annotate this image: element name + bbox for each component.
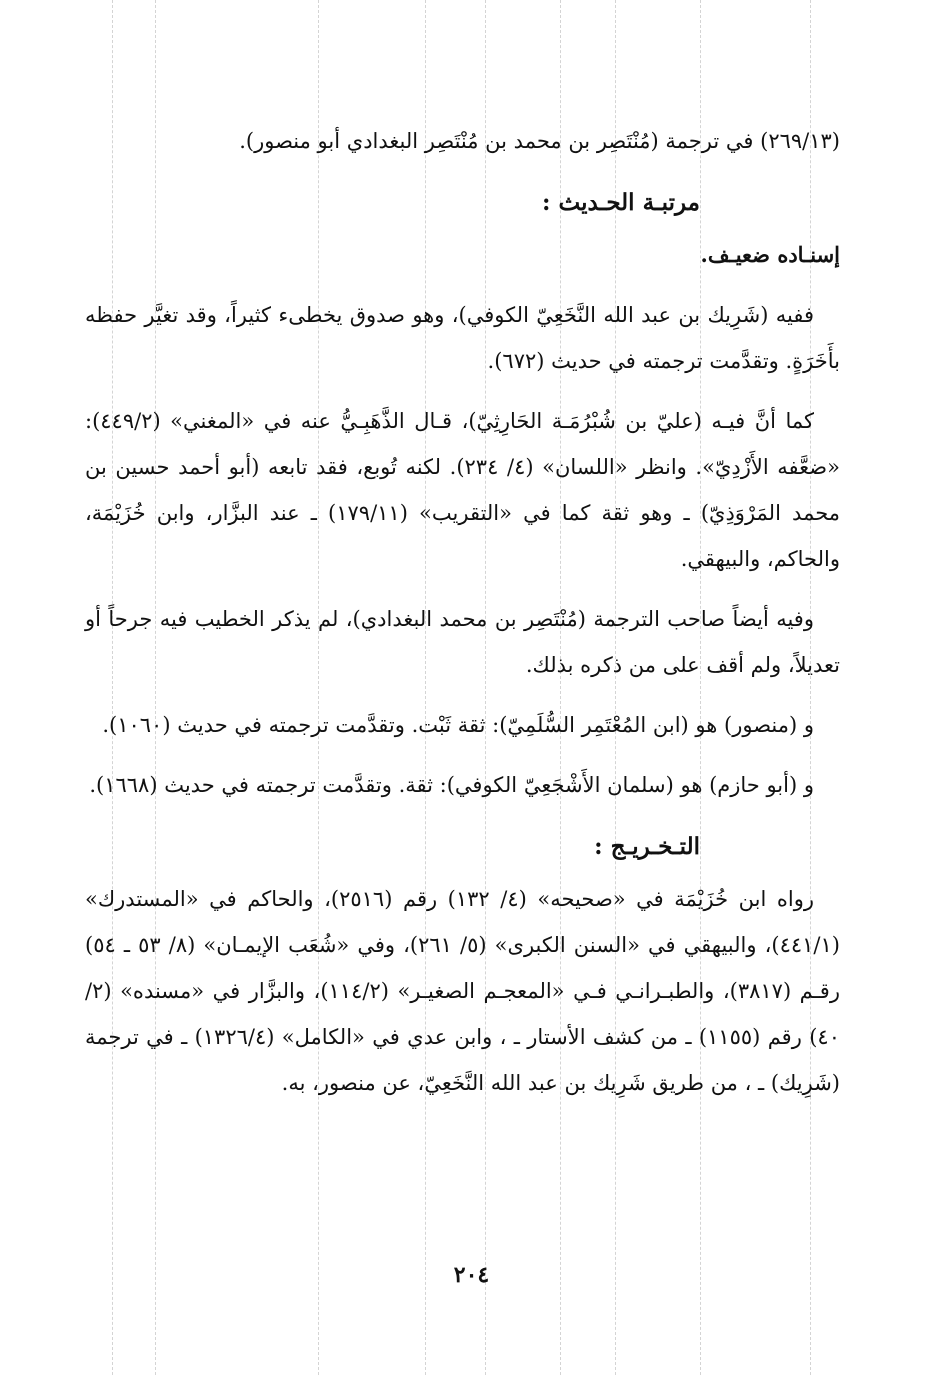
page-body: [85, 118, 840, 1120]
grade-paragraph: و (منصور) هو (ابن المُعْتَمِر السُّلَمِيّ): ثقة ثَبْت. وتقدَّمت ترجمته في حديث (١٠٦٠).: [102, 713, 814, 737]
takhrij-heading: التـخـريـج :: [594, 833, 700, 860]
page-number: ٢٠٤: [453, 1262, 490, 1288]
grade-verdict: إسنـاده ضعيـف.: [700, 242, 840, 267]
intro-line: (٢٦٩/١٣) في ترجمة (مُنْتَصِر بن محمد بن مُنْتَصِر البغدادي أبو منصور).: [239, 129, 840, 153]
grade-section: [85, 178, 840, 808]
grade-heading: مرتبـة الحـديث :: [542, 189, 700, 216]
takhrij-paragraph: رواه ابن خُزَيْمَة في «صحيحه» (٤/ ١٣٢) رقم (٢٥١٦)، والحاكم في «المستدرك» (٤٤١/١)، والبيهقي في «السنن الكبرى» (٥/ ٢٦١)، وفي «شُعَب الإيمـان» (٨/ ٥٣ ـ ٥٤) رقـم (٣٨١٧)، والطبـرانـي فـي «المعجـم الصغيـر» (١١٤/٢)، والبزَّار في «مسنده» (٢/ ٤٠) رقم (١١٥٥) ـ من كشف الأستار ـ ، وابن عدي في «الكامل» (١٣٢٦/٤) ـ في ترجمة (شَرِيك) ـ ، من طريق شَرِيك بن عبد الله النَّخَعِيّ، عن منصور، به.: [85, 887, 840, 1095]
grade-paragraph: و (أبو حازم) هو (سلمان الأَشْجَعِيّ الكوفي): ثقة. وتقدَّمت ترجمته في حديث (١٦٦٨).: [89, 773, 814, 797]
takhrij-section: [85, 822, 840, 1106]
grade-paragraph: وفيه أيضاً صاحب الترجمة (مُنْتَصِر بن محمد البغدادي)، لم يذكر الخطيب فيه جرحاً أو تعديلاً، ولم أقف على من ذكره بذلك.: [85, 607, 840, 677]
grade-paragraph: ففيه (شَرِيك بن عبد الله النَّخَعِيّ الكوفي)، وهو صدوق يخطىء كثيراً، وقد تغيَّر حفظه بأَخَرَةٍ. وتقدَّمت ترجمته في حديث (٦٧٢).: [85, 303, 840, 373]
grade-paragraph: كما أنَّ فيـه (عليّ بن شُبْرُمَـة الحَارِثِيّ)، قـال الذَّهَبِـيُّ عنه في «المغني» (٤٤٩/٢): «ضعَّفه الأَزْدِيّ». وانظر «اللسان» (٤/ ٢٣٤). لكنه تُوبع، فقد تابعه (أبو أحمد حسين بن محمد المَرْوَذِيّ) ـ وهو ثقة كما في «التقريب» (١٧٩/١١) ـ عند البزَّار، وابن خُزَيْمَة، والحاكم، والبيهقي.: [85, 409, 841, 571]
